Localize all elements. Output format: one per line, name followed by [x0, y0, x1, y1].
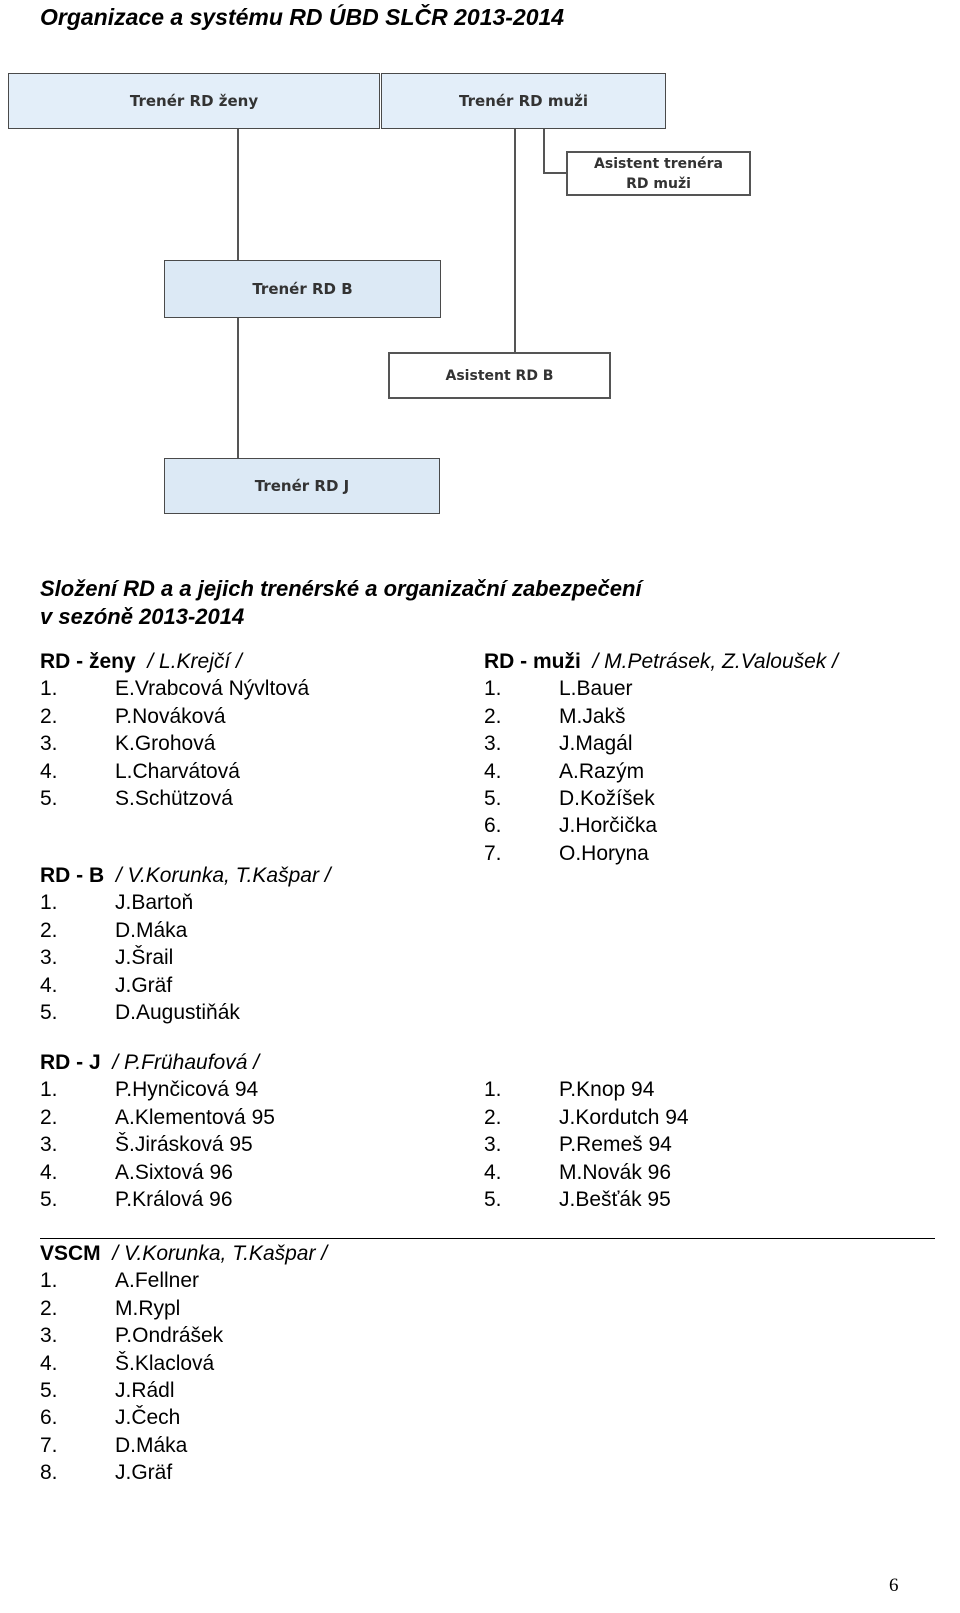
list-item-number: 3. [484, 1133, 502, 1157]
list-item-number: 1. [484, 1078, 502, 1102]
list-item-number: 5. [40, 1001, 58, 1025]
org-box-asistent-b [388, 352, 611, 399]
list-item-number: 3. [40, 1133, 58, 1157]
list-item-number: 3. [40, 946, 58, 970]
list-item-number: 4. [40, 1160, 58, 1184]
list-item-name: P.Knop 94 [559, 1078, 655, 1102]
list-item-name: J.Bartoň [115, 891, 194, 915]
list-item-number: 2. [40, 918, 58, 942]
list-item-number: 5. [40, 1188, 58, 1212]
org-box-asistent-muzi [566, 151, 751, 196]
list-item [484, 1159, 689, 1186]
list-item [40, 758, 309, 785]
team-coaches: / V.Korunka, T.Kašpar / [115, 864, 331, 887]
connector-line [514, 129, 516, 354]
list-item-name: J.Kordutch 94 [559, 1105, 689, 1129]
list-item-number: 4. [40, 759, 58, 783]
list-item [484, 1186, 689, 1213]
org-box-label-line: Asistent trenéra [594, 155, 723, 172]
list-item-number: 4. [40, 973, 58, 997]
list-item-name: S.Schützová [115, 787, 233, 811]
team-vscm [40, 1240, 327, 1487]
team-j [40, 1049, 275, 1213]
connector-line [237, 318, 239, 458]
org-box-label: Trenér RD muži [458, 91, 589, 110]
list-item [40, 944, 331, 971]
list-item [40, 1295, 327, 1322]
org-box-trener-zeny [8, 73, 380, 129]
list-item-name: A.Klementová 95 [115, 1105, 275, 1129]
list-item-number: 4. [40, 1351, 58, 1375]
list-item-name: J.Horčička [559, 814, 658, 838]
list-item-number: 5. [484, 787, 502, 811]
list-item-name: J.Čech [115, 1406, 181, 1430]
list-item [40, 1322, 327, 1349]
list-item-name: M.Novák 96 [559, 1160, 672, 1184]
list-item-name: P.Králová 96 [115, 1188, 233, 1212]
org-box-label [594, 154, 723, 194]
list-item-number: 3. [40, 732, 58, 756]
team-header [484, 648, 838, 675]
list-item-number: 1. [40, 677, 58, 701]
team-label: RD - B [40, 864, 105, 887]
document-title: Organizace a systému RD ÚBD SLČR 2013-2014 [40, 4, 565, 30]
team-coaches: / P.Frühaufová / [112, 1051, 260, 1074]
list-item-number: 2. [40, 1105, 58, 1129]
list-item [484, 1076, 689, 1103]
list-item-number: 8. [40, 1461, 58, 1485]
list-item [40, 999, 331, 1026]
list-item [484, 1104, 689, 1131]
team-coaches: / V.Korunka, T.Kašpar / [112, 1242, 328, 1265]
list-item-number: 2. [40, 1296, 58, 1320]
list-item-name: L.Charvátová [115, 759, 240, 783]
org-box-trener-j [164, 458, 440, 514]
connector-line [543, 129, 545, 174]
list-item [40, 972, 331, 999]
org-box-trener-b [164, 260, 441, 318]
page-number: 6 [889, 1575, 899, 1596]
team-header [40, 862, 331, 889]
list-item-number: 1. [40, 1078, 58, 1102]
subtitle-line: Složení RD a a jejich trenérské a organizační zabezpečení [40, 576, 642, 601]
org-box-trener-muzi [381, 73, 666, 129]
list-item [40, 730, 309, 757]
list-item-number: 6. [484, 814, 502, 838]
list-item-name: Š.Klaclová [115, 1351, 215, 1375]
connector-line [237, 129, 239, 260]
list-item [40, 1404, 327, 1431]
list-item-name: P.Ondrášek [115, 1324, 224, 1348]
team-label: RD - J [40, 1051, 101, 1074]
list-item [40, 1350, 327, 1377]
list-item [40, 889, 331, 916]
list-item-name: M.Jakš [559, 704, 626, 728]
list-item-name: D.Máka [115, 918, 188, 942]
list-item [40, 785, 309, 812]
list-item-number: 4. [484, 759, 502, 783]
list-item-number: 6. [40, 1406, 58, 1430]
team-header [40, 648, 309, 675]
team-label: RD - ženy [40, 650, 136, 673]
team-label: RD - muži [484, 650, 581, 673]
org-box-label-line: RD muži [626, 175, 691, 192]
list-item-name: J.Šrail [115, 946, 174, 970]
list-item [484, 812, 838, 839]
list-item [484, 703, 838, 730]
org-box-label: Trenér RD J [254, 476, 350, 495]
team-b [40, 862, 331, 1026]
list-item-name: P.Remeš 94 [559, 1133, 672, 1157]
list-item-number: 1. [40, 1269, 58, 1293]
list-item-number: 7. [484, 841, 502, 865]
list-item-name: J.Rádl [115, 1379, 175, 1403]
list-item [40, 1159, 275, 1186]
list-item-name: P.Hynčicová 94 [115, 1078, 259, 1102]
list-item-name: P.Nováková [115, 704, 226, 728]
list-item-number: 1. [40, 891, 58, 915]
team-coaches: / M.Petrásek, Z.Valoušek / [592, 650, 838, 673]
list-item [40, 917, 331, 944]
list-item [40, 1377, 327, 1404]
list-item [40, 1432, 327, 1459]
list-item [40, 675, 309, 702]
team-header [40, 1049, 275, 1076]
list-item-name: J.Magál [559, 732, 633, 756]
list-item [484, 840, 838, 867]
list-item-name: A.Sixtová 96 [115, 1160, 233, 1184]
list-item-name: M.Rypl [115, 1296, 181, 1320]
section-divider [40, 1238, 935, 1239]
list-item [484, 758, 838, 785]
team-header [40, 1240, 327, 1267]
list-item [40, 1104, 275, 1131]
list-item-number: 5. [484, 1188, 502, 1212]
list-item-name: A.Razým [559, 759, 645, 783]
list-item-name: D.Augustiňák [115, 1001, 240, 1025]
list-item [484, 785, 838, 812]
section-subtitle [40, 575, 642, 631]
org-box-label: Asistent RD B [445, 367, 554, 384]
subtitle-line: v sezóně 2013-2014 [40, 604, 245, 629]
list-item-name: A.Fellner [115, 1269, 200, 1293]
list-item-name: K.Grohová [115, 732, 216, 756]
list-item-name: E.Vrabcová Nývltová [115, 677, 310, 701]
list-item-number: 3. [40, 1324, 58, 1348]
list-item-name: Š.Jirásková 95 [115, 1133, 253, 1157]
org-box-label: Trenér RD B [252, 279, 353, 298]
list-item [40, 1186, 275, 1213]
list-item-number: 1. [484, 677, 502, 701]
list-item-name: D.Kožíšek [559, 787, 655, 811]
list-item [40, 1076, 275, 1103]
list-item [40, 1131, 275, 1158]
org-box-label: Trenér RD ženy [129, 91, 259, 110]
list-item-name: D.Máka [115, 1433, 188, 1457]
list-item [484, 730, 838, 757]
list-item [40, 703, 309, 730]
list-item [484, 675, 838, 702]
list-item-number: 5. [40, 787, 58, 811]
list-item-number: 3. [484, 732, 502, 756]
list-item-number: 7. [40, 1433, 58, 1457]
list-item [40, 1267, 327, 1294]
list-item-number: 2. [40, 704, 58, 728]
list-item-name: J.Bešťák 95 [559, 1188, 671, 1212]
list-item-number: 2. [484, 1105, 502, 1129]
connector-line [543, 172, 567, 174]
list-item-name: O.Horyna [559, 841, 649, 865]
list-item-number: 2. [484, 704, 502, 728]
team-j-right [484, 1076, 689, 1213]
team-zeny [40, 648, 309, 812]
team-label: VSCM [40, 1242, 101, 1265]
list-item [484, 1131, 689, 1158]
list-item-number: 4. [484, 1160, 502, 1184]
list-item-number: 5. [40, 1379, 58, 1403]
list-item-name: J.Gräf [115, 1461, 173, 1485]
list-item-name: J.Gräf [115, 973, 173, 997]
list-item-name: L.Bauer [559, 677, 633, 701]
team-coaches: / L.Krejčí / [147, 650, 242, 673]
list-item [40, 1459, 327, 1486]
team-muzi [484, 648, 838, 867]
